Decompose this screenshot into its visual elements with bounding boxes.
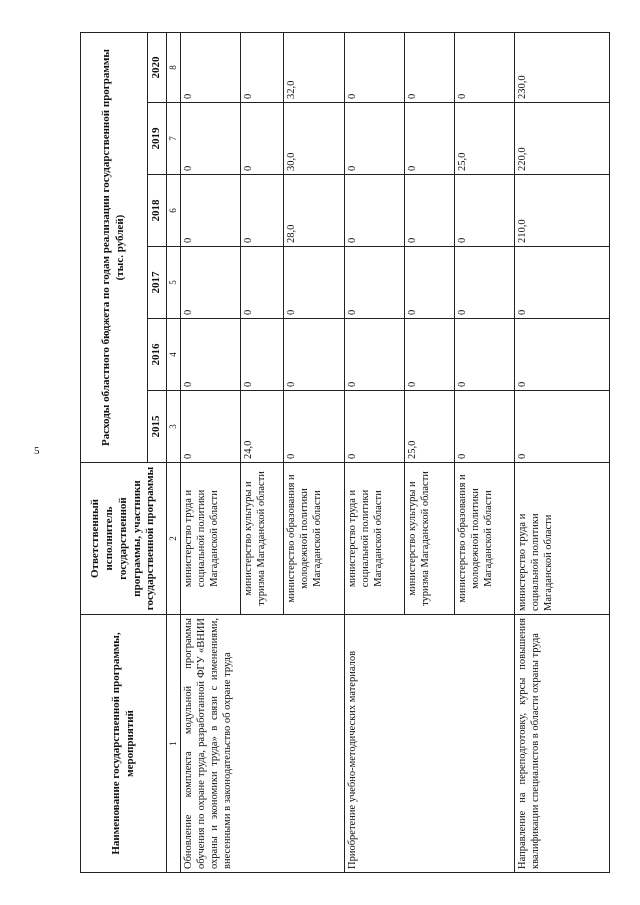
value-cell: 0 (344, 247, 404, 319)
column-number: 6 (167, 175, 180, 247)
value-cell: 0 (344, 103, 404, 175)
value-cell: 0 (284, 391, 344, 463)
value-cell: 0 (180, 319, 240, 391)
value-cell: 0 (404, 103, 454, 175)
value-cell: 0 (514, 319, 609, 391)
value-cell: 0 (284, 247, 344, 319)
executor-name: министерство труда и социальной политики Магаданской области (344, 463, 404, 615)
value-cell: 0 (404, 247, 454, 319)
value-cell: 0 (404, 175, 454, 247)
value-cell: 0 (514, 247, 609, 319)
column-number: 4 (167, 319, 180, 391)
header-spending: Расходы областного бюджета по годам реализации государственной программы (тыс. рублей) (81, 33, 148, 463)
column-number: 5 (167, 247, 180, 319)
value-cell: 0 (454, 319, 514, 391)
value-cell: 0 (180, 391, 240, 463)
column-number: 8 (167, 33, 180, 103)
value-cell: 0 (454, 175, 514, 247)
value-cell: 25,0 (454, 103, 514, 175)
executor-name: министерство труда и социальной политики Магаданской области (180, 463, 240, 615)
value-cell: 24,0 (240, 391, 283, 463)
value-cell: 0 (404, 319, 454, 391)
header-year: 2016 (147, 319, 166, 391)
value-cell: 220,0 (514, 103, 609, 175)
value-cell: 0 (514, 391, 609, 463)
header-year: 2019 (147, 103, 166, 175)
value-cell: 0 (344, 319, 404, 391)
header-year: 2020 (147, 33, 166, 103)
value-cell: 210,0 (514, 175, 609, 247)
value-cell: 0 (180, 33, 240, 103)
header-name: Наименование государственной программы, мероприятий (81, 615, 167, 873)
executor-name: министерство образования и молодежной политики Магаданской области (284, 463, 344, 615)
budget-table (80, 32, 610, 873)
column-number: 3 (167, 391, 180, 463)
executor-name: министерство культуры и туризма Магаданской области (240, 463, 283, 615)
value-cell: 28,0 (284, 175, 344, 247)
value-cell: 0 (240, 247, 283, 319)
value-cell: 0 (404, 33, 454, 103)
header-executor: Ответственный исполнитель государственной программы, участники государственной программы (81, 463, 167, 615)
value-cell: 0 (344, 33, 404, 103)
value-cell: 0 (180, 247, 240, 319)
value-cell: 0 (284, 319, 344, 391)
value-cell: 0 (344, 391, 404, 463)
value-cell: 0 (454, 391, 514, 463)
header-year: 2017 (147, 247, 166, 319)
rotated-table-container (80, 33, 610, 873)
value-cell: 32,0 (284, 33, 344, 103)
value-cell: 0 (454, 247, 514, 319)
value-cell: 0 (240, 103, 283, 175)
activity-name: Обновление комплекта модульной программы обучения по охране труда, разработанной ФГУ «ВНИИ охраны и экономики труда» в связи с изменениями, внесенными в законодательство об охране труда (180, 615, 344, 873)
value-cell: 25,0 (404, 391, 454, 463)
column-number: 1 (167, 615, 180, 873)
executor-name: министерство труда и социальной политики Магаданской области (514, 463, 609, 615)
executor-name: министерство культуры и туризма Магаданской области (404, 463, 454, 615)
value-cell: 0 (240, 175, 283, 247)
column-number: 2 (167, 463, 180, 615)
value-cell: 0 (240, 319, 283, 391)
activity-name: Направление на переподготовку, курсы повышения квалификации специалистов в области охраны труда (514, 615, 609, 873)
page-number: 5 (34, 445, 40, 457)
activity-name: Приобретение учебно-методических материалов (344, 615, 514, 873)
header-year: 2018 (147, 175, 166, 247)
header-year: 2015 (147, 391, 166, 463)
executor-name: министерство образования и молодежной политики Магаданской области (454, 463, 514, 615)
value-cell: 30,0 (284, 103, 344, 175)
value-cell: 230,0 (514, 33, 609, 103)
value-cell: 0 (180, 103, 240, 175)
column-number: 7 (167, 103, 180, 175)
value-cell: 0 (454, 33, 514, 103)
value-cell: 0 (344, 175, 404, 247)
value-cell: 0 (240, 33, 283, 103)
value-cell: 0 (180, 175, 240, 247)
